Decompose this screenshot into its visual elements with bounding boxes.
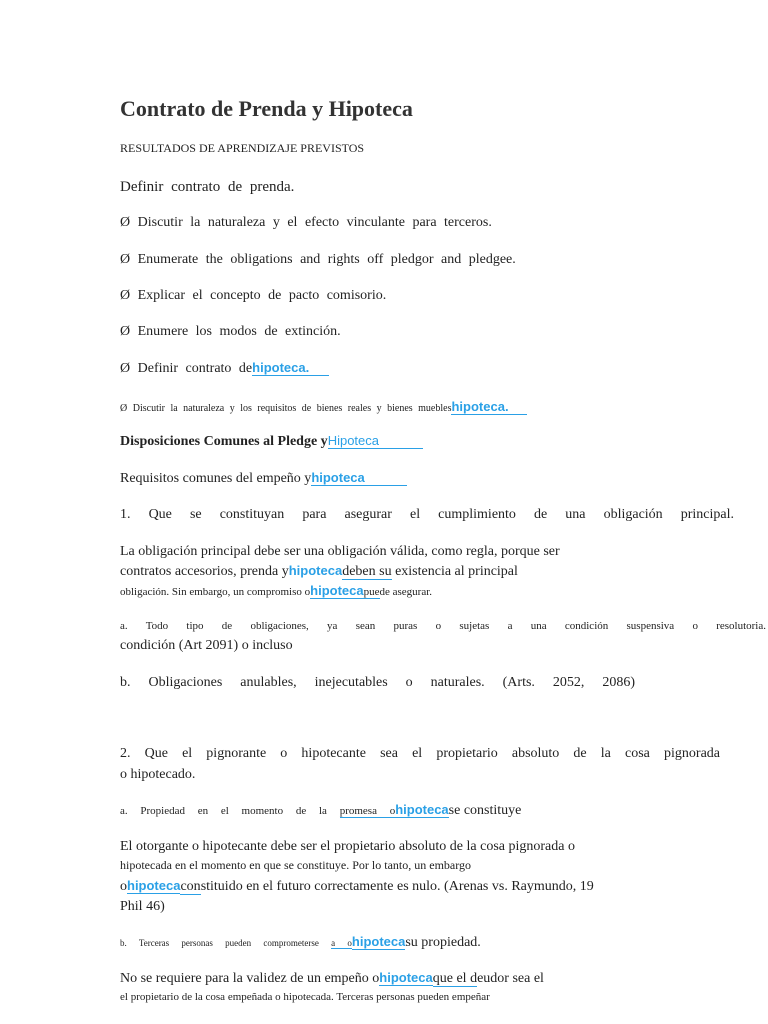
sub-item-2b [120, 935, 481, 951]
bullet-icon: Ø [120, 361, 131, 376]
objective-item-4 [120, 324, 341, 340]
objective-text: Enumerate the obligations and rights off pledgor and pledgee. [137, 252, 516, 267]
paragraph-text: stituido en el futuro correctamente es nulo. (Arenas vs. Raymundo, 19 [200, 879, 594, 894]
a-o-link[interactable]: a o [331, 938, 352, 948]
objective-text: Enumere los modos de extinción. [137, 324, 341, 339]
objective-text: Discutir la naturaleza y el efecto vinculante para terceros. [137, 215, 492, 230]
paragraph-text: eudor sea el [477, 971, 544, 986]
requirement-1: 1. Que se constituyan para asegurar el cumplimiento de una obligación principal. [120, 507, 734, 522]
hipoteca-link[interactable]: hipoteca. [451, 399, 526, 415]
hipoteca-link[interactable]: Hipoteca [328, 433, 423, 449]
paragraph-line [120, 879, 594, 895]
hipoteca-link[interactable]: hipoteca [310, 583, 364, 598]
que-el-d-link[interactable]: que el d [432, 971, 478, 986]
sub-item-a: a. Todo tipo de obligaciones, ya sean puras o sujetas a una condición suspensiva o resolutoria. [120, 620, 766, 632]
hipoteca-link[interactable]: hipoteca [127, 878, 181, 893]
paragraph-line: el propietario de la cosa empeñada o hipotecada. Terceras personas pueden empeñar [120, 991, 490, 1003]
paragraph-line [120, 564, 518, 580]
bullet-icon: Ø [120, 288, 131, 303]
sub-item-text: b. Terceras personas pueden comprometerse [120, 938, 319, 948]
paragraph-line: hipotecada en el momento en que se constituye. Por lo tanto, un embargo [120, 858, 472, 872]
paragraph-text: o [120, 879, 127, 894]
pue-link[interactable]: pue [363, 586, 380, 598]
objective-item-3 [120, 288, 386, 304]
paragraph-text: contratos accesorios, prenda y [120, 564, 289, 579]
objective-item-2 [120, 252, 516, 268]
paragraph-line: Phil 46) [120, 899, 165, 914]
requirements-text: Requisitos comunes del empeño y [120, 471, 312, 486]
requirements-heading [120, 471, 407, 487]
objective-item-5 [120, 361, 329, 377]
sub-item-text: su propiedad. [405, 935, 481, 950]
document-title: Contrato de Prenda y Hipoteca [120, 96, 413, 121]
objective-text: Explicar el concepto de pacto comisorio. [137, 288, 387, 303]
sub-item-b: b. Obligaciones anulables, inejecutables o naturales. (Arts. 2052, 2086) [120, 675, 635, 690]
deben-su-link[interactable]: deben su [342, 564, 392, 579]
hipoteca-link[interactable]: hipoteca [379, 970, 433, 985]
hipoteca-link[interactable]: hipoteca [311, 470, 406, 486]
con-link[interactable]: con [180, 879, 201, 894]
objective-text: Discutir la naturaleza y los requisitos de bienes reales y bienes muebles [132, 403, 452, 414]
section-heading [120, 434, 423, 450]
requirement-2: 2. Que el pignorante o hipotecante sea el propietario absoluto de la cosa pignorada [120, 746, 720, 761]
objective-text: Definir contrato de [137, 361, 253, 376]
hipoteca-link[interactable]: hipoteca [351, 934, 406, 949]
paragraph-text: de asegurar. [379, 586, 433, 598]
define-prenda-line: Definir contrato de prenda. [120, 179, 295, 195]
hipoteca-link[interactable]: hipoteca [288, 563, 343, 578]
paragraph-text: No se requiere para la validez de un empeño o [120, 971, 380, 986]
bullet-icon: Ø [120, 215, 131, 230]
section-subtitle: RESULTADOS DE APRENDIZAJE PREVISTOS [120, 141, 365, 155]
paragraph-line [120, 584, 432, 599]
promesa-link[interactable]: promesa o [339, 805, 396, 817]
sub-item-2a [120, 803, 521, 819]
objective-item-1 [120, 215, 492, 231]
paragraph-text: obligación. Sin embargo, un compromiso o [120, 586, 311, 598]
paragraph-line: La obligación principal debe ser una obligación válida, como regla, porque ser [120, 544, 560, 559]
heading-text: Disposiciones Comunes al Pledge y [120, 434, 328, 449]
bullet-icon: Ø [120, 252, 131, 267]
paragraph-line: El otorgante o hipotecante debe ser el propietario absoluto de la cosa pignorada o [120, 839, 575, 854]
paragraph-text: existencia al principal [391, 564, 518, 579]
requirement-2-cont: o hipotecado. [120, 767, 196, 782]
sub-item-text: a. Propiedad en el momento de la [120, 805, 327, 817]
bullet-icon: Ø [120, 324, 131, 339]
sub-item-a-cont: condición (Art 2091) o incluso [120, 638, 293, 653]
sub-item-text: se constituye [448, 803, 522, 818]
hipoteca-link[interactable]: hipoteca [395, 802, 449, 817]
paragraph-line [120, 971, 544, 987]
hipoteca-link[interactable]: hipoteca. [252, 360, 329, 376]
objective-item-6 [120, 400, 527, 415]
bullet-icon: Ø [120, 403, 128, 414]
